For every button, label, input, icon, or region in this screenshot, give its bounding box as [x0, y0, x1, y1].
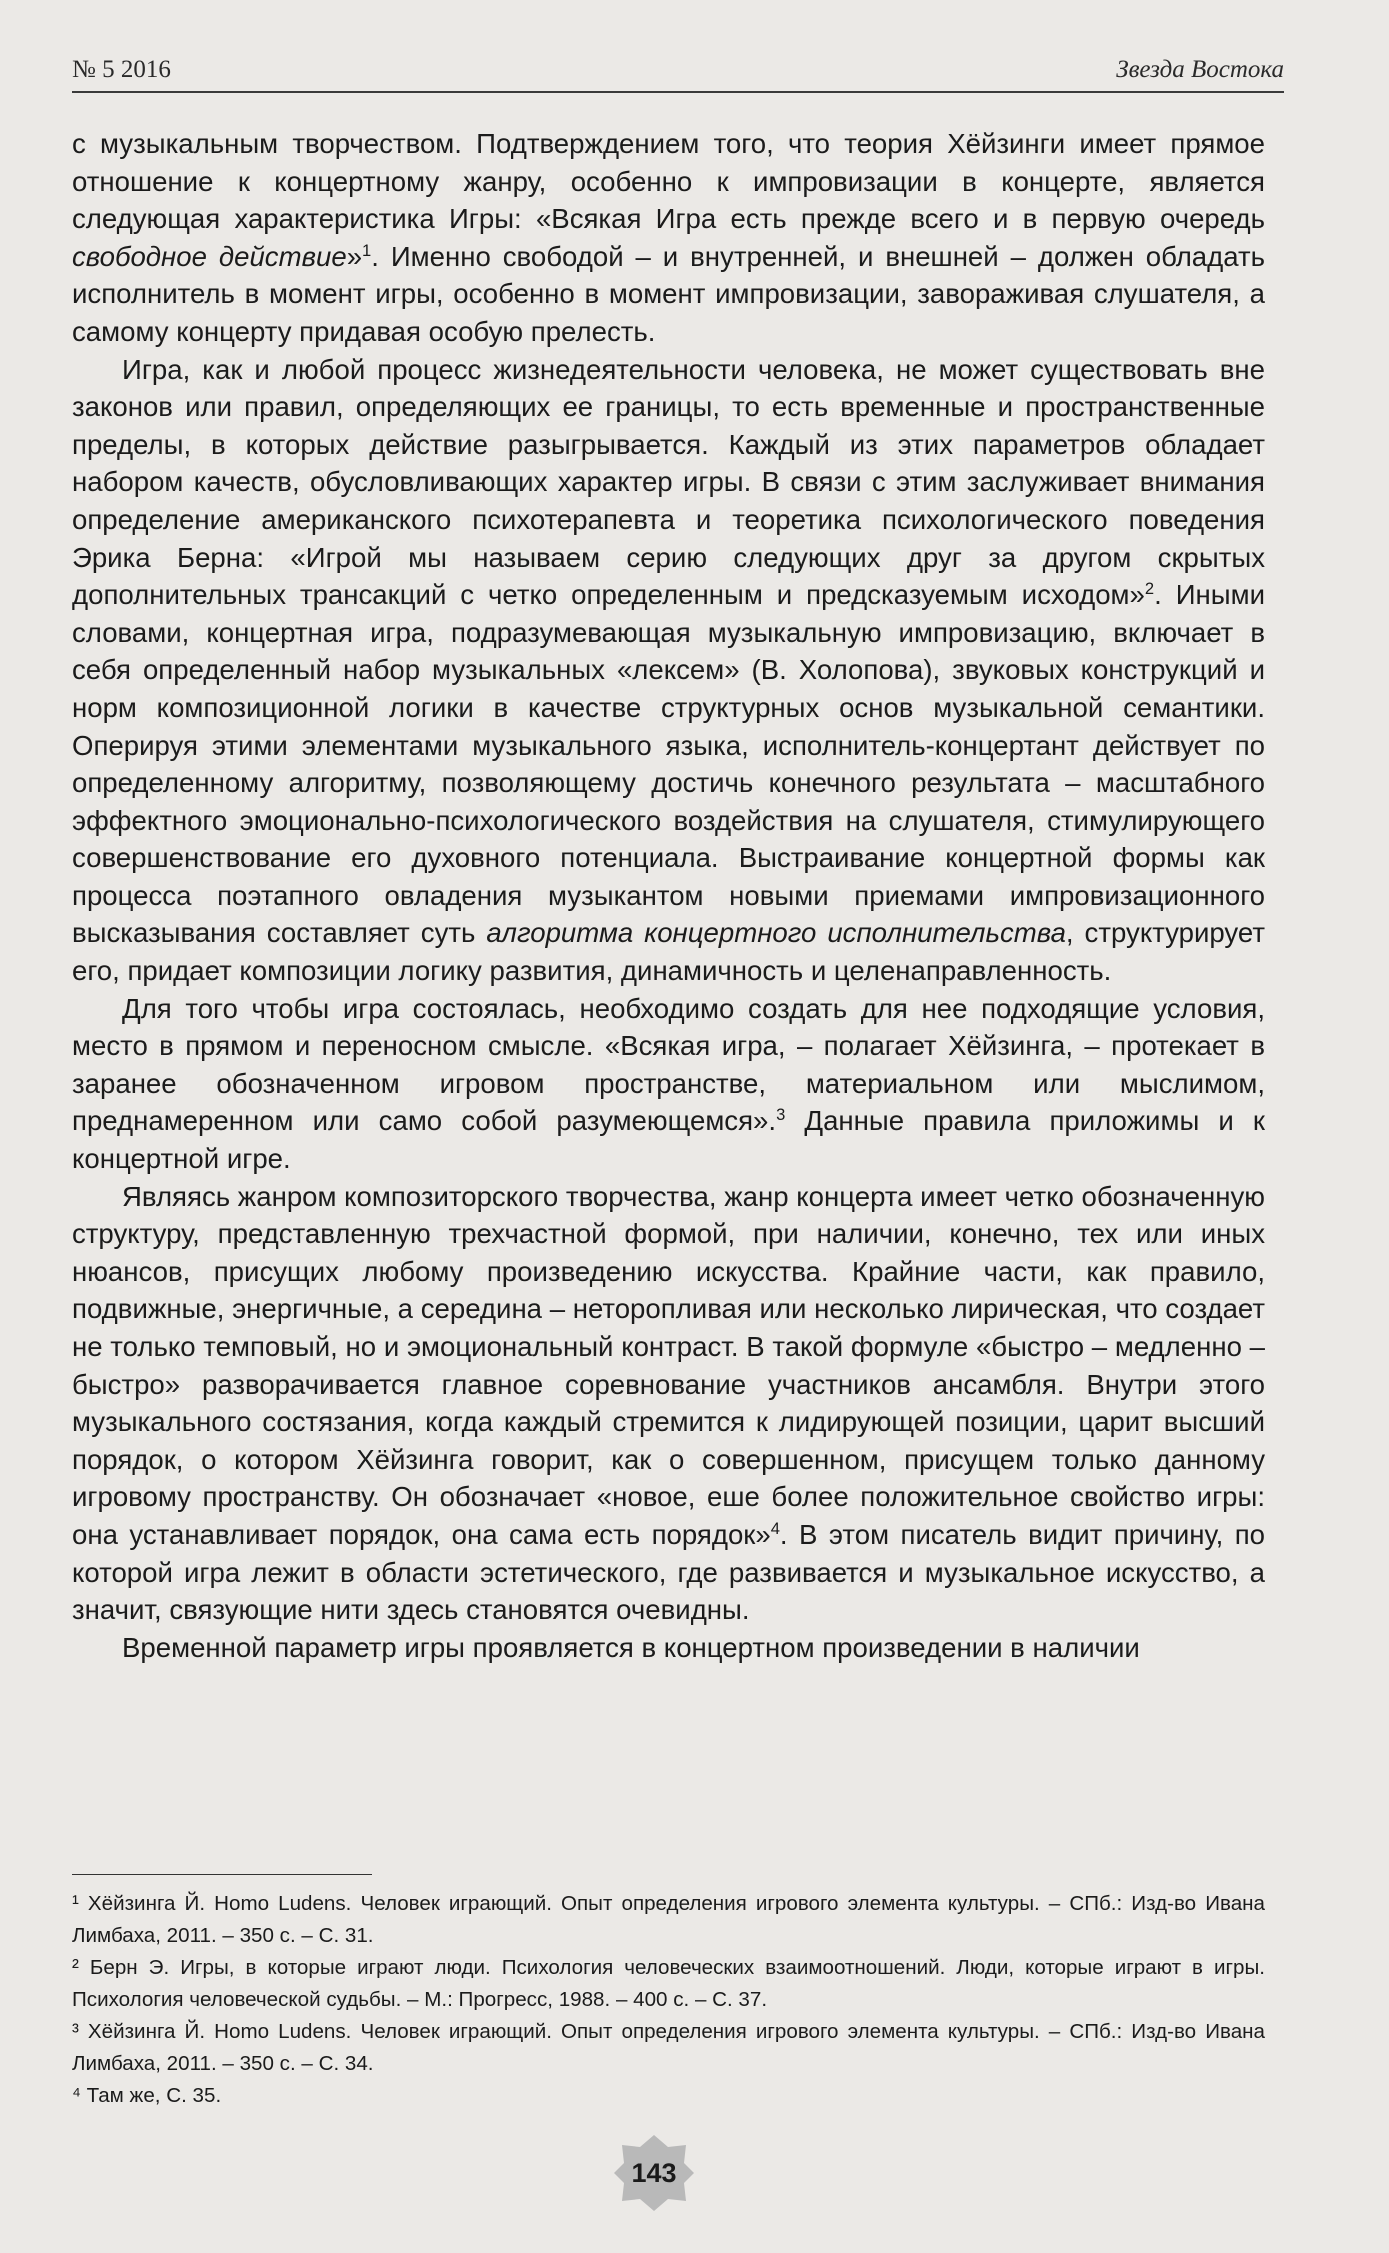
text-run: Игра, как и любой процесс жизнедеятельности человека, не может существовать вне законов или правил, определяющих ее границы, то есть временные и пространственные пределы, в которых действие разыгрывается. Каждый из этих параметров обладает набором качеств, обусловливающих характер игры. В связи с этим заслуживает внимания определение американского психотерапевта и теоретика психологического поведения Эрика Берна: «Игрой мы называем серию следующих друг за другом скрытых дополнительных трансакций с четко определенным и предсказуемым исходом»	[72, 353, 1265, 611]
footnote-divider	[72, 1874, 372, 1875]
text-run: Для того чтобы игра состоялась, необходимо создать для нее подходящие условия, место в прямом и переносном смысле. «Всякая игра, – полагает Хёйзинга, – протекает в заранее обозначенном игровом пространстве, материальном или мыслимом, преднамеренном или само собой разумеющемся».	[72, 992, 1265, 1137]
paragraph	[72, 1629, 1265, 1667]
italic-phrase: алгоритма концертного исполнительства	[486, 917, 1066, 949]
text-run: Являясь жанром композиторского творчества, жанр концерта имеет четко обозначенную структуру, представленную трехчастной формой, при наличии, конечно, тех или иных нюансов, присущих любому произведению искусства. Крайние части, как правило, подвижные, энергичные, а середина – неторопливая или несколько лирическая, что создает не только темповый, но и эмоциональный контраст. В такой формуле «быстро – медленно – быстро» разворачивается главное соревнование участников ансамбля. Внутри этого музыкального состязания, когда каждый стремится к лидирующей позиции, царит высший порядок, о котором Хёйзинга говорит, как о совершенном, присущем только данному игровому пространству. Он обозначает «новое, еше более положительное свойство игры: она устанавливает порядок, она сама есть порядок»	[72, 1180, 1265, 1550]
text-run: . Иными словами, концертная игра, подразумевающая музыкальную импровизацию, включает в себя определенный набор музыкальных «лексем» (В. Холопова), звуковых конструкций и норм композиционной логики в качестве структурных основ музыкальной семантики. Оперируя этими элементами музыкального языка, исполнитель-концертант действует по определенному алгоритму, позволяющему достичь конечного результата – масштабного эффектного эмоционально-психологического воздействия на слушателя, стимулирующего совершенствование его духовного потенциала. Выстраивание концертной формы как процесса поэтапного овладения музыкантом новыми приемами импровизационного высказывания составляет суть	[72, 579, 1265, 949]
footnote: ¹ Хёйзинга Й. Homo Ludens. Человек играющий. Опыт определения игрового элемента культуры. – СПб.: Изд-во Ивана Лимбаха, 2011. – 350 с. – С. 31.	[72, 1892, 1265, 1947]
article-body	[72, 125, 1265, 1666]
footnote-ref: 1	[362, 240, 372, 260]
text-run: , структурирует его, придает композиции логику развития, динамичность и целенаправленность.	[72, 917, 1265, 987]
text-run: Данные правила приложимы и к концертной игре.	[72, 1105, 1265, 1175]
text-run: . Именно свободой – и внутренней, и внешней – должен обладать исполнитель в момент игры, особенно в момент импровизации, завораживая слушателя, а самому концерту придавая особую прелесть.	[72, 240, 1265, 347]
text-run: . В этом писатель видит причину, по которой игра лежит в области эстетического, где развивается и музыкальное искусство, а значит, связующие нити здесь становятся очевидны.	[72, 1518, 1265, 1626]
footnote: ² Берн Э. Игры, в которые играют люди. Психология человеческих взаимоотношений. Люди, которые играют в игры. Психология человеческой судьбы. – М.: Прогресс, 1988. – 400 с. – С. 37.	[72, 1956, 1265, 2011]
footnote-ref: 3	[776, 1105, 786, 1125]
paragraph	[72, 125, 1265, 351]
page-number-badge	[614, 2133, 694, 2213]
footnotes	[72, 1888, 1265, 2112]
footnote-ref: 4	[770, 1518, 780, 1538]
header-divider	[72, 91, 1284, 93]
text-run: »	[346, 240, 363, 272]
paragraph	[72, 990, 1265, 1178]
text-run: Временной параметр игры проявляется в концертном произведении в наличии	[122, 1631, 1140, 1663]
footnote: ³ Хёйзинга Й. Homo Ludens. Человек играющий. Опыт определения игрового элемента культуры. – СПб.: Изд-во Ивана Лимбаха, 2011. – 350 с. – С. 34.	[72, 2020, 1265, 2075]
running-header	[72, 56, 1284, 84]
paragraph	[72, 351, 1265, 990]
text-run: с музыкальным творчеством. Подтверждением того, что теория Хёйзинги имеет прямое отношение к концертному жанру, особенно к импровизации в концерте, является следующая характеристика Игры: «Всякая Игра есть прежде всего и в первую очередь	[72, 128, 1265, 235]
page-number: 143	[631, 2157, 677, 2188]
issue-number: № 5 2016	[72, 56, 171, 83]
paragraph	[72, 1178, 1265, 1629]
italic-phrase: свободное действие	[72, 240, 347, 272]
footnote-ref: 2	[1144, 578, 1155, 598]
footnote: ⁴ Там же, С. 35.	[72, 2084, 222, 2107]
journal-title: Звезда Востока	[1116, 56, 1284, 83]
